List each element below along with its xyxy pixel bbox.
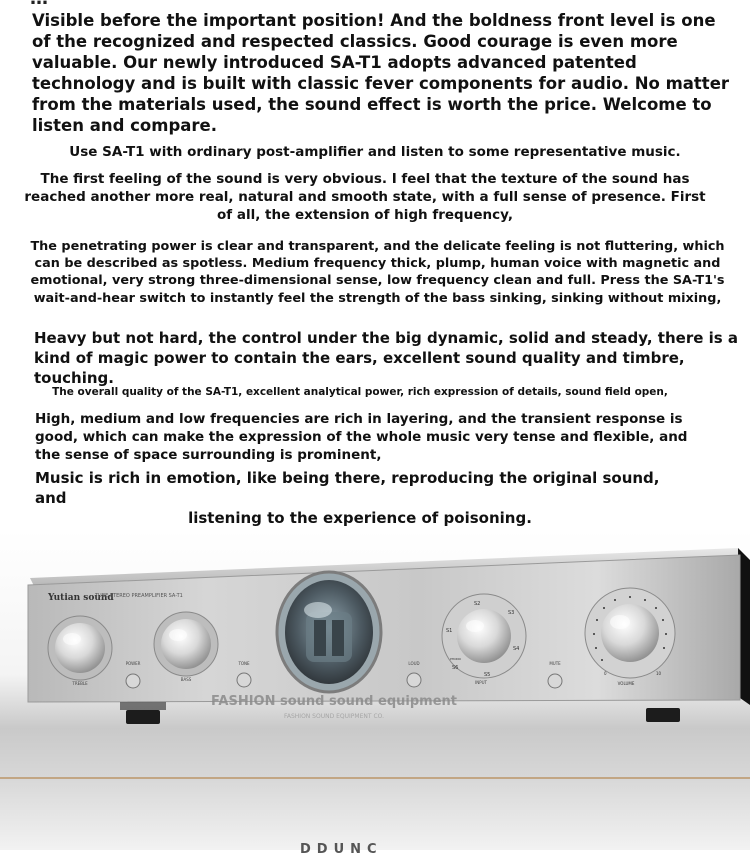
input-s2: S2: [474, 601, 481, 607]
input-s6: S6: [452, 665, 459, 671]
bass-label: BASS: [180, 677, 192, 682]
loud-button[interactable]: [407, 673, 421, 687]
cut-top-text: [0, 0, 750, 10]
tube-window: [277, 572, 381, 692]
model-caption: TUBE STEREO PREAMPLIFIER SA-T1: [95, 593, 183, 599]
input-s4: S4: [513, 646, 520, 652]
mute-button[interactable]: [548, 674, 562, 688]
listening-lead: Use SA-T1 with ordinary post-amplifier and listen to some representative music.: [69, 144, 681, 160]
input-s5: S5: [484, 672, 491, 678]
tone-label: TONE: [238, 661, 250, 666]
volume-knob[interactable]: [585, 588, 675, 678]
layering-paragraph: High, medium and low frequencies are rich in layering, and the transient response is good, which can make the expression of the whole music very tense and flexible, and the sense of space surrounding is prominent,: [35, 411, 688, 463]
volume-scale-min: 0: [604, 671, 607, 676]
tone-button[interactable]: [237, 673, 251, 687]
mute-label: MUTE: [549, 661, 561, 666]
input-s1: S1: [446, 628, 453, 634]
emotion-line-1: Music is rich in emotion, like being there, reproducing the original sound, and: [35, 469, 660, 507]
preamplifier-illustration: [0, 530, 750, 850]
volume-label: VOLUME: [617, 681, 635, 686]
watermark: FASHION sound sound equipment: [211, 694, 457, 709]
brand-logo: Yutian sound: [48, 593, 114, 603]
emotion-paragraph: [35, 468, 685, 528]
bottom-cut-text: DDUNC: [300, 842, 383, 857]
emotion-line-2: listening to the experience of poisoning.: [188, 509, 532, 527]
loud-label: LOUD: [408, 661, 420, 666]
power-button[interactable]: [126, 674, 140, 688]
cut-top-line: [30, 0, 48, 9]
treble-label: TREBLE: [72, 681, 88, 686]
input-label: INPUT: [475, 680, 487, 685]
bass-knob[interactable]: [154, 612, 218, 676]
heavy-paragraph: Heavy but not hard, the control under the big dynamic, solid and steady, there is a kind of magic power to contain the ears, excellent sound quality and timbre, touching.: [34, 329, 739, 387]
treble-knob[interactable]: [48, 616, 112, 680]
first-feeling-paragraph: The first feeling of the sound is very obvious. I feel that the texture of the sound has reached another more real, natural and smooth state, with a full sense of presence. First of all, the extension of high frequency,: [24, 171, 706, 223]
phono-label: PHONO: [450, 657, 462, 661]
overall-quality-line: The overall quality of the SA-T1, excellent analytical power, rich expression of details, sound field open,: [52, 386, 668, 398]
watermark-sub: FASHION SOUND EQUIPMENT CO.: [283, 713, 385, 720]
volume-scale-max: 10: [656, 671, 662, 676]
input-s3: S3: [508, 610, 515, 616]
power-label: POWER: [125, 661, 141, 666]
intro-paragraph: Visible before the important position! And the boldness front level is one of the recognized and respected classics. Good courage is even more valuable. Our newly introduced SA-T1 adopts advanced patented technology and is built with classic fever components for audio. No matter from the materials used, the sound effect is worth the price. Welcome to listen and compare.: [32, 11, 730, 135]
penetrating-paragraph: The penetrating power is clear and transparent, and the delicate feeling is not fluttering, which can be described as spotless. Medium frequency thick, plump, human voice with magnetic and emotional, very strong three-dimensional sense, low frequency clean and full. Press the SA-T1's wait-and-hear switch to instantly feel the strength of the bass sinking, sinking without mixing,: [30, 239, 725, 306]
preamplifier-photo: [0, 530, 750, 850]
